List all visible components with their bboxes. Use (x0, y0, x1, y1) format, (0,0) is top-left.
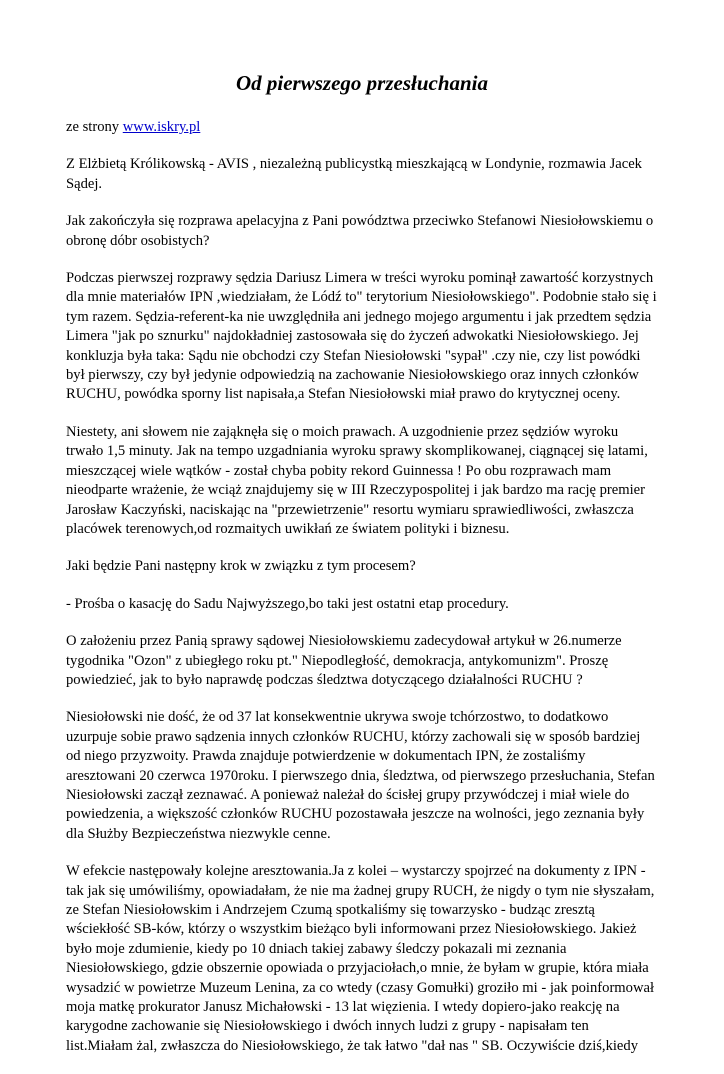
paragraph-answer-1: Podczas pierwszej rozprawy sędzia Dariusz Limera w treści wyroku pominął zawartość korzystnych dla mnie materiałów IPN ,wiedziałam, że Lódź to" terytorium Niesiołowskiego". Podobnie stało się i tym razem. Sędzia-referent-ka nie uwzględniła ani jednego mojego argumentu i jak przedtem sędzia Limera "jak po sznurku" najdokładniej zastosowała się do życzeń adwokatki Niesiołowskiego. Jej konkluzja była taka: Sądu nie obchodzi czy Stefan Niesiołowski "sypał" .czy nie, czy list powódki był pierwszy, czy był jedynie odpowiedzią na zachowanie Niesiołowskiego oraz innych członków RUCHU, powódka sporny list napisała,a Stefan Niesiołowski miał prawo do krytycznej oceny. (66, 270, 657, 403)
source-line (66, 118, 658, 137)
paragraph-question-3: O założeniu przez Panią sprawy sądowej Niesiołowskiemu zadecydował artykuł w 26.numerze tygodnika "Ozon" z ubiegłego roku pt." Niepodległość, demokracja, antykomunizm". Proszę powiedzieć, jak to było naprawdę podczas śledztwa dotyczącego działalności RUCHU ? (66, 633, 622, 688)
paragraph-answer-3-cont: W efekcie następowały kolejne aresztowania.Ja z kolei – wystarczy spojrzeć na dokumenty z IPN - tak jak się umówiliśmy, opowiadałam, że nie ma żadnej grupy RUCH, że nigdy o tym nie słyszałam, ze Stefan Niesiołowskim i Andrzejem Czumą spotkaliśmy się towarzysko - budząc zresztą wściekłość SB-ków, którzy o wszystkim bieżąco byli informowani przez Niesiołowskiego. Jakież było moje zdumienie, kiedy po 10 dniach takiej zabawy śledczy pokazali mi zeznania Niesiołowskiego, gdzie obszernie opowiada o przyjaciołach,o mnie, że byłam w grupie, która miała wysadzić w powietrze Muzeum Lenina, za co wtedy (czasy Gomułki) groziło mi - jak poinformował moja matkę prokurator Janusz Michałowski - 13 lat więzienia. I wtedy dopiero-jako reakcję na karygodne zachowanie się Niesiołowskiego i dwóch innych ludzi z grupy - napisałam ten list.Miałam żal, zwłaszcza do Niesiołowskiego, że tak łatwo "dał nas " SB. Oczywiście dziś,kiedy (66, 863, 655, 1054)
source-prefix: ze strony (66, 119, 123, 135)
paragraph-question-1: Jak zakończyła się rozprawa apelacyjna z Pani powództwa przeciwko Stefanowi Niesiołowskiemu o obronę dóbr osobistych? (66, 213, 654, 249)
document-page (66, 70, 658, 1074)
source-link[interactable]: www.iskry.pl (122, 119, 201, 135)
document-title: Od pierwszego przesłuchania (235, 71, 489, 95)
paragraph-answer-2: - Prośba o kasację do Sadu Najwyższego,bo taki jest ostatni etap procedury. (66, 595, 509, 612)
paragraph-question-2: Jaki będzie Pani następny krok w związku z tym procesem? (66, 558, 416, 575)
paragraph-intro: Z Elżbietą Królikowską - AVIS , niezależną publicystką mieszkającą w Londynie, rozmawia Jacek Sądej. (66, 156, 642, 192)
paragraph-answer-3: Niesiołowski nie dość, że od 37 lat konsekwentnie ukrywa swoje tchórzostwo, to dodatkowo uzurpuje sobie prawo sądzenia innych członków RUCHU, którzy zachowali się w sposób bardziej od niego przyzwoity. Prawda znajduje potwierdzenie w dokumentach IPN, że zostaliśmy aresztowani 20 czerwca 1970roku. I pierwszego dnia, śledztwa, od pierwszego przesłuchania, Stefan Niesiołowski zaczął zeznawać. A ponieważ należał do ścisłej grupy przywódczej i miał wiele do powiedzenia, a większość członków RUCHU pozostawała jeszcze na wolności, jego zeznania były dla Służby Bezpieczeństwa niezwykle cenne. (66, 709, 655, 842)
paragraph-answer-1-cont: Niestety, ani słowem nie zająknęła się o moich prawach. A uzgodnienie przez sędziów wyroku trwało 1,5 minuty. Jak na tempo uzgadniania wyroku sprawy skomplikowanej, ciągnącej się latami, mieszczącej wiele wątków - został chyba pobity rekord Guinnessa ! Po obu rozprawach mam nieodparte wrażenie, że wciąż znajdujemy się w III Rzeczypospolitej i jak bardzo ma rację premier Jarosław Kaczyński, naciskając na "przewietrzenie" resortu wymiaru sprawiedliwości, zwłaszcza placówek terenowych,od rozmaitych uwikłań ze światem polityki i biznesu. (66, 423, 648, 537)
